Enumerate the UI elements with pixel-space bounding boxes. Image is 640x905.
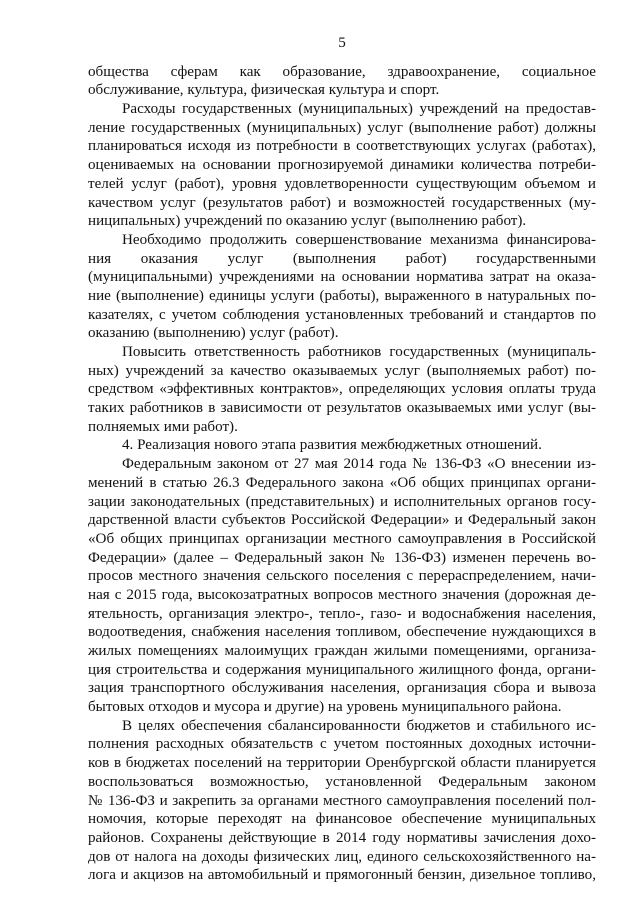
text-line: 4. Реализация нового этапа развития межбюджетных отношений.	[122, 437, 542, 454]
text-line: бытовых отходов и мусора и другие) на уровень муниципального района.	[88, 699, 562, 716]
text-line: ление государственных (муниципальных) услуг (выполнение работ) должны	[88, 119, 596, 136]
text-line: оцениваемых на основании прогнозируемой динамики количества потреби-	[88, 157, 596, 174]
text-line: «Об общих принципах организации местного самоуправления в Российской	[88, 530, 596, 547]
paragraph	[88, 455, 596, 717]
text-line: оказанию (выполнению) услуг (работ).	[88, 325, 339, 342]
paragraph	[88, 717, 596, 885]
text-line: зация транспортного обслуживания населения, организация сбора и вывоза	[88, 680, 596, 697]
text-line: телей услуг (работ), уровня удовлетворенности существующим объемом и	[88, 175, 596, 192]
page-number: 5	[338, 35, 346, 51]
text-line: зации законодательных (представительных) и исполнительных органов госу-	[88, 493, 596, 510]
text-line: ков в бюджетах поселений на территории Оренбургской области планируется	[88, 755, 596, 772]
text-line: дарственной власти субъектов Российской Федерации» и Федеральный закон	[88, 512, 596, 529]
text-line: ние (выполнение) единицы услуги (работы), выраженного в натуральных по-	[88, 287, 596, 304]
paragraph	[88, 63, 596, 100]
text-line: Федеральным законом от 27 мая 2014 года № 136-ФЗ «О внесении из-	[122, 456, 596, 473]
paragraph	[88, 231, 596, 343]
text-line: средством «эффективных контрактов», определяющих условия оплаты труда	[88, 381, 596, 398]
text-line: менений в статью 26.3 Федерального закона «Об общих принципах органи-	[88, 474, 596, 491]
text-line: дов от налога на доходы физических лиц, единого сельскохозяйственного на-	[88, 848, 596, 865]
text-line: ная с 2015 года, высокозатратных вопросов местного значения (дорожная де-	[88, 586, 596, 603]
text-line: Повысить ответственность работников государственных (муниципаль-	[122, 344, 596, 361]
text-line: лога и акцизов на автомобильный и прямогонный бензин, дизельное топливо,	[88, 867, 596, 884]
text-line: ных) учреждений за качество оказываемых услуг (выполняемых работ) по-	[88, 362, 596, 379]
paragraph	[88, 436, 596, 455]
text-line: Необходимо продолжить совершенствование механизма финансирова-	[122, 231, 596, 248]
text-line: (муниципальными) учреждениями на основании норматива затрат на оказа-	[88, 269, 596, 286]
text-line: ниципальных) учреждений по оказанию услуг (выполнению работ).	[88, 213, 527, 230]
text-line: Федерации» (далее – Федеральный закон № 136-ФЗ) изменен перечень во-	[88, 549, 596, 566]
text-line: жилых помещениях малоимущих граждан жилыми помещениями, организа-	[88, 643, 596, 660]
text-line: обслуживание, культура, физическая культура и спорт.	[88, 82, 440, 99]
text-line: ция строительства и содержания муниципального жилищного фонда, органи-	[88, 661, 596, 678]
text-line: водоотведения, снабжения населения топливом, обеспечение нуждающихся в	[88, 624, 596, 641]
paragraph	[88, 343, 596, 436]
text-line: планироваться исходя из потребности в соответствующих услугах (работах),	[88, 138, 596, 155]
text-line: качеством услуг (результатов работ) и возможностей государственных (му-	[88, 194, 596, 211]
text-line: просов местного значения сельского поселения с перераспределением, начи-	[88, 568, 596, 585]
text-line: ятельность, организация электро-, тепло-, газо- и водоснабжения населения,	[88, 605, 596, 622]
document-body	[88, 63, 596, 885]
text-line: номочия, которые переходят на финансовое обеспечение муниципальных	[88, 811, 596, 828]
text-line: № 136-ФЗ и закрепить за органами местного самоуправления поселений пол-	[88, 792, 596, 809]
text-line: полнения расходных обязательств с учетом постоянных доходных источни-	[88, 736, 596, 753]
text-line: казателях, с учетом соблюдения установленных требований и стандартов по	[88, 306, 596, 323]
paragraph	[88, 100, 596, 231]
text-line: В целях обеспечения сбалансированности бюджетов и стабильного ис-	[122, 717, 596, 734]
text-line: районов. Сохранены действующие в 2014 году нормативы зачисления дохо-	[88, 829, 596, 846]
text-line: ния оказания услуг (выполнения работ) государственными	[88, 250, 596, 267]
text-line: таких работников в зависимости от результатов оказываемых ими услуг (вы-	[88, 400, 596, 417]
text-line: общества сферам как образование, здравоохранение, социальное	[88, 63, 596, 80]
text-line: полняемых ими работ).	[88, 418, 238, 435]
text-line: Расходы государственных (муниципальных) учреждений на предостав-	[122, 101, 596, 118]
text-line: воспользоваться возможностью, установленной Федеральным законом	[88, 773, 596, 790]
